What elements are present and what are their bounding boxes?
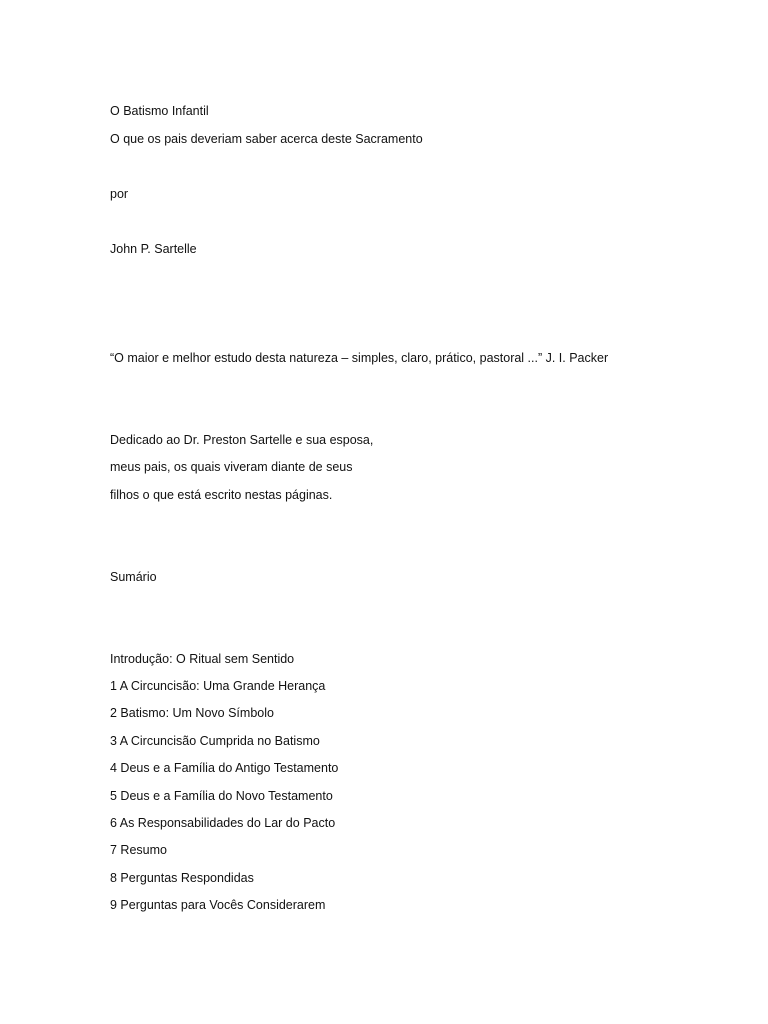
document-title: O Batismo Infantil	[110, 104, 209, 118]
endorsement-quote: “O maior e melhor estudo desta natureza – simples, claro, prático, pastoral ...” J. I. Packer	[110, 351, 609, 365]
byline-by: por	[110, 187, 129, 201]
toc-item: 5 Deus e a Família do Novo Testamento	[110, 789, 333, 803]
document-subtitle: O que os pais deveriam saber acerca deste Sacramento	[110, 132, 423, 146]
dedication-line: filhos o que está escrito nestas páginas.	[110, 488, 333, 502]
toc-item: 2 Batismo: Um Novo Símbolo	[110, 706, 274, 720]
toc-item: 7 Resumo	[110, 843, 167, 857]
author-name: John P. Sartelle	[110, 242, 197, 256]
toc-item: 9 Perguntas para Vocês Considerarem	[110, 898, 326, 912]
toc-item: Introdução: O Ritual sem Sentido	[110, 652, 295, 666]
dedication-line: meus pais, os quais viveram diante de seus	[110, 460, 353, 474]
toc-heading: Sumário	[110, 570, 157, 584]
toc-item: 4 Deus e a Família do Antigo Testamento	[110, 761, 339, 775]
dedication-line: Dedicado ao Dr. Preston Sartelle e sua esposa,	[110, 433, 374, 447]
toc-item: 8 Perguntas Respondidas	[110, 871, 254, 885]
toc-item: 1 A Circuncisão: Uma Grande Herança	[110, 679, 326, 693]
toc-item: 6 As Responsabilidades do Lar do Pacto	[110, 816, 336, 830]
toc-item: 3 A Circuncisão Cumprida no Batismo	[110, 734, 320, 748]
